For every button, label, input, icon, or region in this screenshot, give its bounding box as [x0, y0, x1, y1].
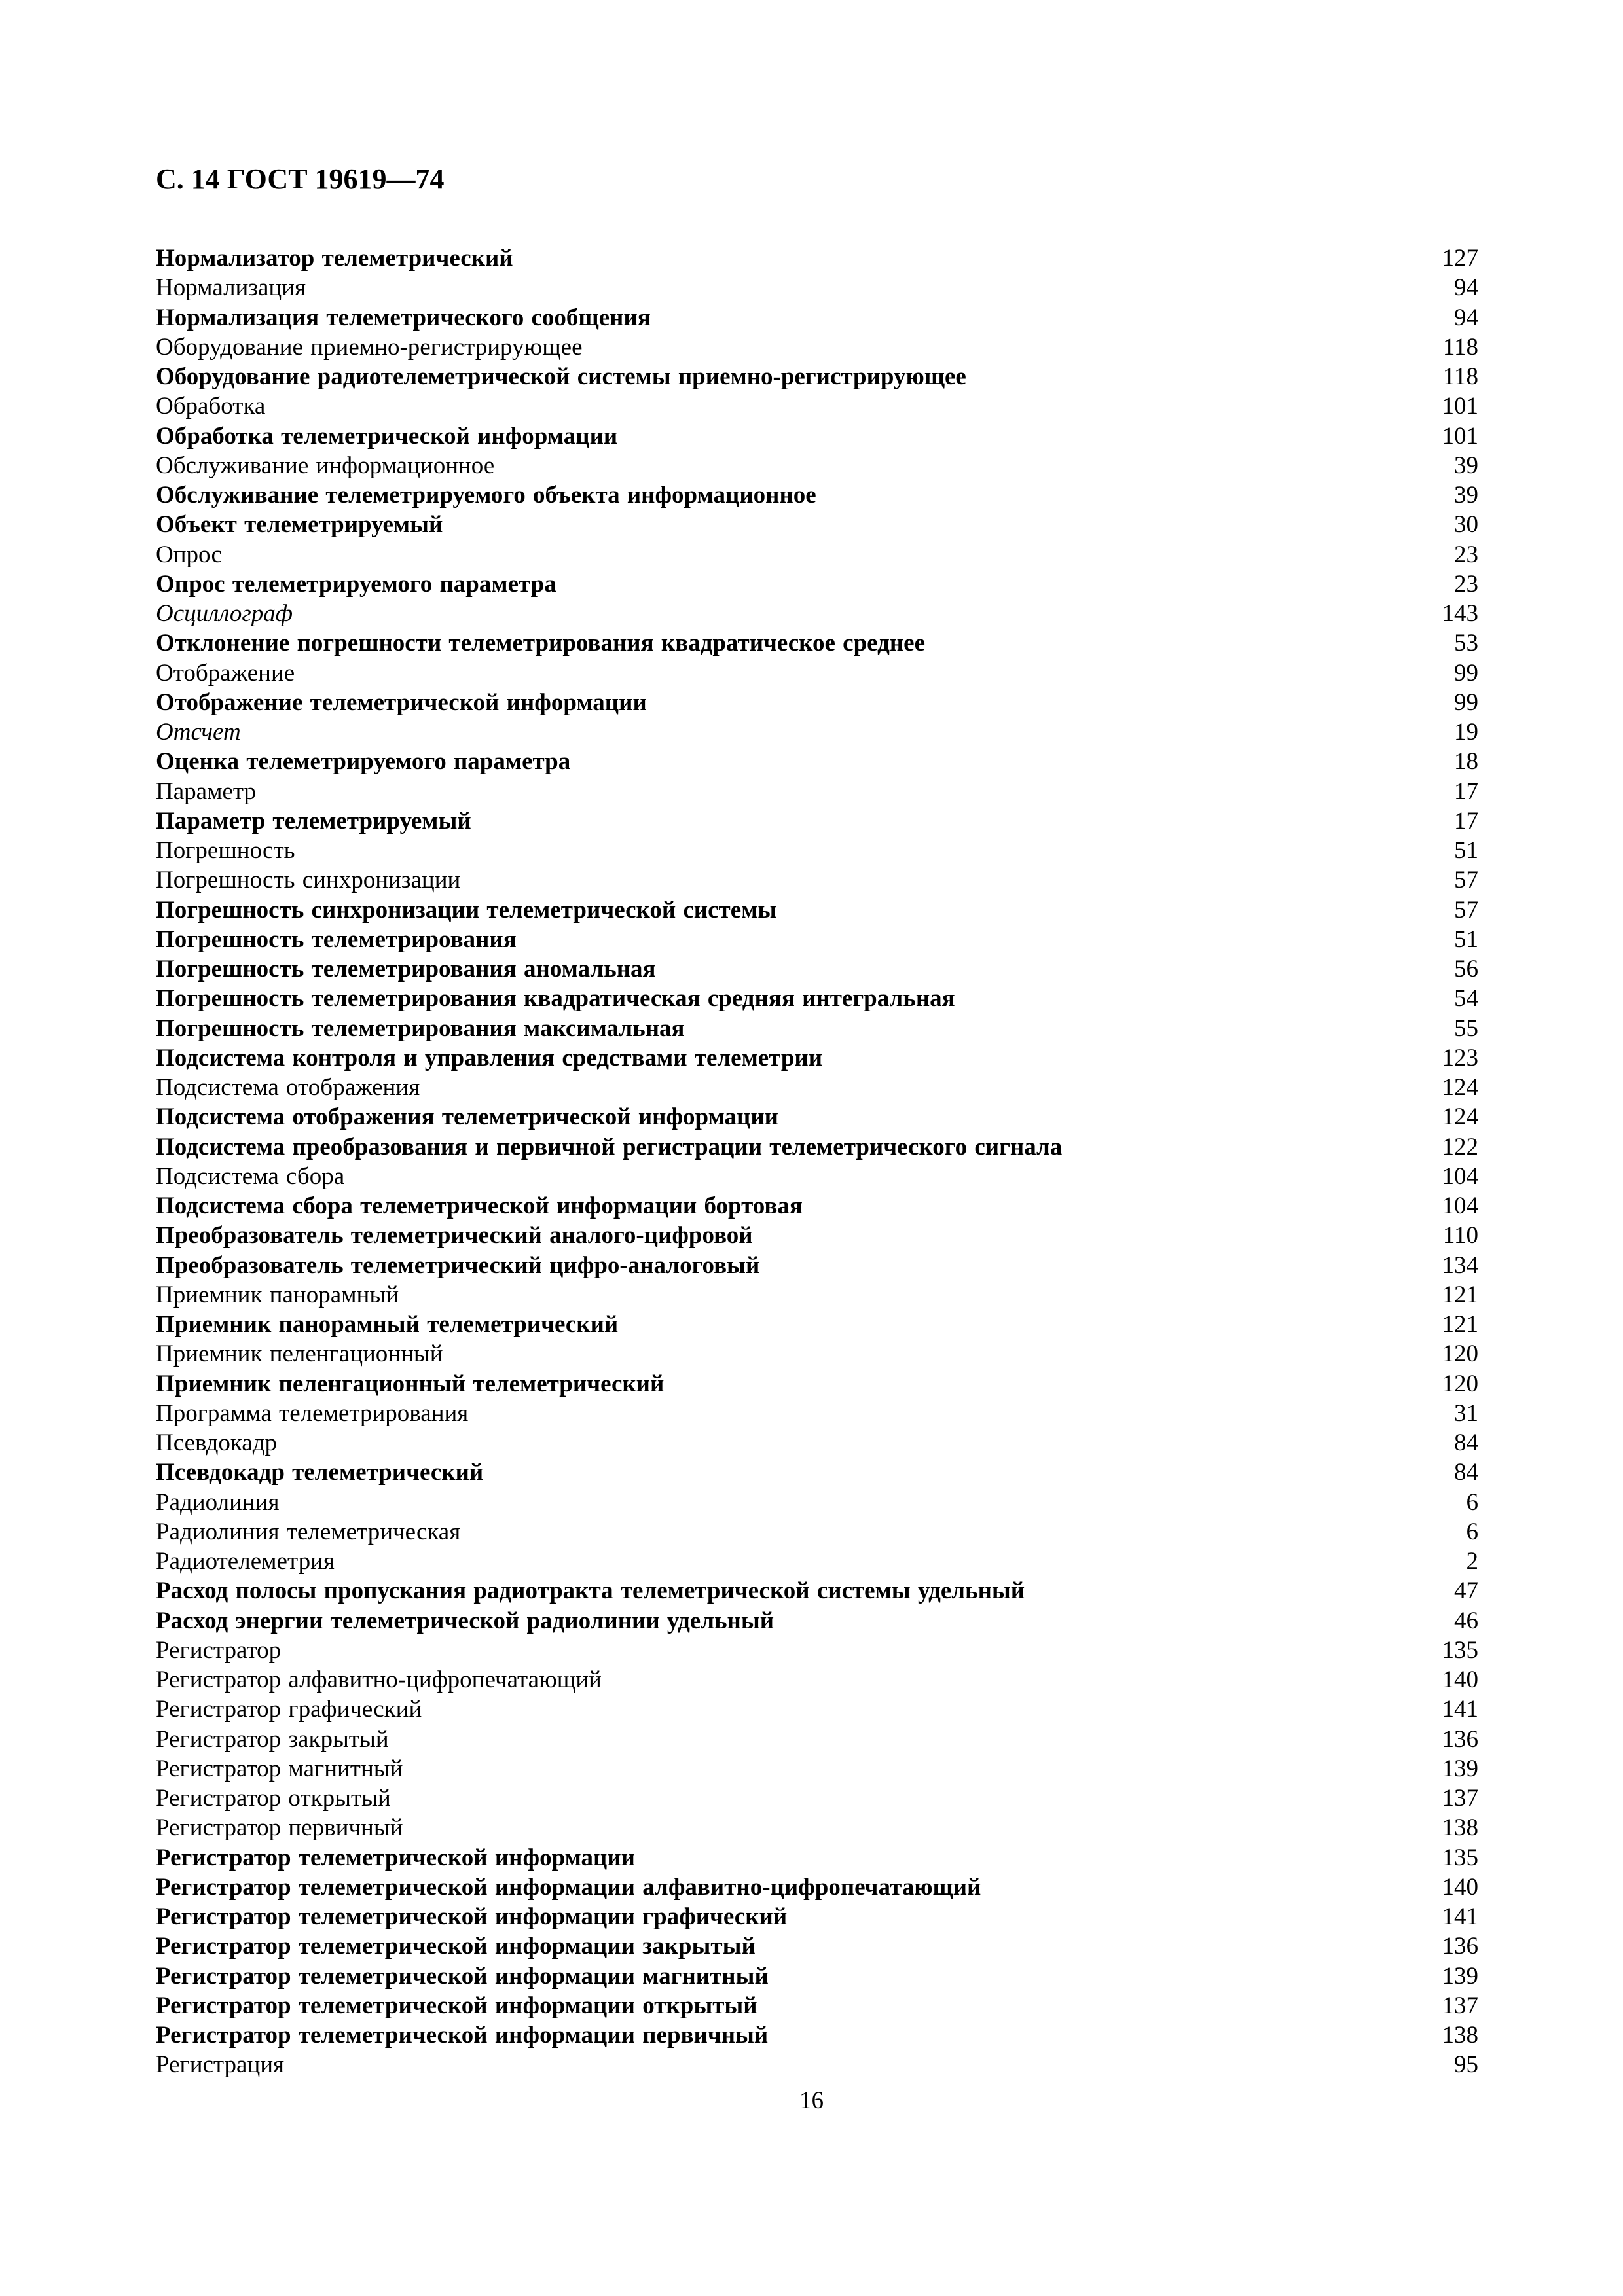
index-term: Параметр: [156, 778, 257, 805]
index-page-ref: 141: [1442, 1903, 1478, 1930]
index-term: Нормализатор телеметрический: [156, 245, 513, 272]
index-term: Преобразователь телеметрический цифро-аналоговый: [156, 1251, 760, 1279]
index-entry: [156, 1991, 1478, 2020]
index-page-ref: 6: [1466, 1488, 1478, 1516]
index-page-ref: 137: [1442, 1785, 1478, 1812]
index-term: Регистратор открытый: [156, 1785, 391, 1812]
index-entry: [156, 422, 1478, 451]
index-page-ref: 136: [1442, 1725, 1478, 1753]
index-entry: [156, 1132, 1478, 1162]
index-entry: [156, 806, 1478, 836]
index-entry: [156, 865, 1478, 895]
index-page-ref: 121: [1442, 1281, 1478, 1308]
index-term: Программа телеметрирования: [156, 1399, 469, 1427]
index-page-ref: 23: [1454, 570, 1478, 598]
index-entry: [156, 1931, 1478, 1961]
index-entry: [156, 1369, 1478, 1399]
index-entry: [156, 1428, 1478, 1458]
index-term: Регистратор телеметрической информации графический: [156, 1903, 788, 1930]
index-page-ref: 99: [1454, 689, 1478, 716]
index-page-ref: 135: [1442, 1844, 1478, 1871]
index-entry: [156, 747, 1478, 776]
index-page-ref: 138: [1442, 2022, 1478, 2049]
index-term: Погрешность телеметрирования максимальная: [156, 1014, 685, 1042]
index-term: Псевдокадр телеметрический: [156, 1459, 484, 1486]
index-term: Подсистема сбора телеметрической информации бортовая: [156, 1193, 803, 1219]
index-entry: [156, 362, 1478, 391]
index-page-ref: 51: [1454, 925, 1478, 953]
index-term: Погрешность: [156, 837, 295, 864]
index-entry: [156, 540, 1478, 569]
index-term: Нормализация: [156, 274, 306, 302]
index-page-ref: 140: [1442, 1666, 1478, 1693]
index-term: Приемник панорамный: [156, 1281, 399, 1308]
index-term: Опрос телеметрируемого параметра: [156, 570, 556, 598]
index-page-ref: 123: [1442, 1044, 1478, 1071]
index-term: Приемник панорамный телеметрический: [156, 1311, 619, 1338]
index-page-ref: 101: [1442, 422, 1478, 450]
index-page-ref: 118: [1442, 333, 1478, 361]
index-page-ref: 17: [1454, 807, 1478, 834]
index-page-ref: 51: [1454, 837, 1478, 864]
index-term: Регистратор телеметрической информации магнитный: [156, 1962, 769, 1990]
index-entry: [156, 1310, 1478, 1339]
index-term: Опрос: [156, 541, 222, 568]
index-term: Обслуживание информационное: [156, 452, 495, 479]
index-term: Подсистема преобразования и первичной регистрации телеметрического сигнала: [156, 1133, 1063, 1160]
index-page-ref: 139: [1442, 1962, 1478, 1990]
index-page-ref: 57: [1454, 896, 1478, 924]
index-page-ref: 136: [1442, 1933, 1478, 1960]
index-entry: [156, 895, 1478, 925]
index-term: Погрешность телеметрирования аномальная: [156, 956, 656, 982]
index-term: Регистратор телеметрической информации открытый: [156, 1992, 757, 2019]
index-term: Подсистема сбора: [156, 1162, 345, 1190]
index-page-ref: 39: [1454, 452, 1478, 479]
index-entry: [156, 1813, 1478, 1842]
index-entry: [156, 1902, 1478, 1931]
index-page-ref: 54: [1454, 985, 1478, 1013]
index-page-ref: 84: [1454, 1429, 1478, 1456]
index-page-ref: 99: [1454, 659, 1478, 687]
index-page-ref: 18: [1454, 748, 1478, 776]
index-entry: [156, 1339, 1478, 1369]
index-page-ref: 19: [1454, 719, 1478, 745]
index-term: Регистратор алфавитно-цифропечатающий: [156, 1666, 602, 1693]
index-term: Оценка телеметрируемого параметра: [156, 748, 571, 776]
index-page-ref: 127: [1442, 245, 1478, 272]
index-page-ref: 2: [1466, 1548, 1478, 1575]
index-page-ref: 95: [1454, 2051, 1478, 2079]
index-page-ref: 122: [1442, 1133, 1478, 1160]
index-page-ref: 101: [1442, 393, 1478, 420]
index-term: Регистратор телеметрической информации: [156, 1844, 635, 1871]
index-page-ref: 120: [1442, 1340, 1478, 1368]
index-entry: [156, 688, 1478, 717]
index-term: Регистратор: [156, 1636, 282, 1664]
index-entry: [156, 2020, 1478, 2050]
index-page-ref: 134: [1442, 1251, 1478, 1279]
index-term: Отклонение погрешности телеметрирования квадратическое среднее: [156, 630, 925, 657]
index-term: Приемник пеленгационный: [156, 1340, 443, 1368]
index-entry: [156, 1191, 1478, 1221]
index-page-ref: 46: [1454, 1607, 1478, 1634]
index-term: Подсистема контроля и управления средствами телеметрии: [156, 1044, 823, 1071]
index-entry: [156, 1162, 1478, 1191]
index-entry: [156, 1102, 1478, 1132]
index-entry: [156, 1251, 1478, 1280]
index-term: Погрешность телеметрирования: [156, 925, 517, 953]
index-page-ref: 84: [1454, 1459, 1478, 1486]
index-page-ref: 110: [1442, 1222, 1478, 1249]
index-page-ref: 104: [1442, 1162, 1478, 1190]
index-entry: [156, 1547, 1478, 1576]
index-page-ref: 56: [1454, 956, 1478, 982]
index-entry: [156, 954, 1478, 984]
index-entry: [156, 717, 1478, 747]
index-entry: [156, 480, 1478, 510]
index-term: Регистратор телеметрической информации закрытый: [156, 1933, 756, 1960]
index-entry: [156, 451, 1478, 480]
index-page-ref: 124: [1442, 1074, 1478, 1101]
index-entry: [156, 1399, 1478, 1428]
index-entry: [156, 1754, 1478, 1784]
index-term: Погрешность телеметрирования квадратическая средняя интегральная: [156, 985, 955, 1013]
index-term: Регистратор графический: [156, 1696, 422, 1723]
index-entry: [156, 925, 1478, 954]
index-entry: [156, 1488, 1478, 1517]
index-term: Регистрация: [156, 2051, 285, 2079]
index-entry: [156, 1576, 1478, 1605]
index-term: Приемник пеленгационный телеметрический: [156, 1370, 665, 1397]
index-term: Отображение телеметрической информации: [156, 689, 647, 716]
index-page-ref: 135: [1442, 1636, 1478, 1664]
index-page-ref: 6: [1466, 1518, 1478, 1545]
term-index: [156, 243, 1478, 2080]
index-entry: [156, 1221, 1478, 1250]
index-page-ref: 94: [1454, 274, 1478, 302]
index-entry: [156, 2050, 1478, 2079]
index-entry: [156, 599, 1478, 628]
index-page-ref: 140: [1442, 1873, 1478, 1901]
index-term: Регистратор телеметрической информации первичный: [156, 2022, 769, 2049]
index-page-ref: 138: [1442, 1814, 1478, 1842]
index-term: Расход полосы пропускания радиотракта телеметрической системы удельный: [156, 1577, 1025, 1605]
index-page-ref: 137: [1442, 1992, 1478, 2019]
index-term: Оборудование радиотелеметрической системы приемно-регистрирующее: [156, 363, 966, 390]
index-term: Подсистема отображения телеметрической информации: [156, 1103, 778, 1131]
index-entry: [156, 777, 1478, 806]
index-entry: [156, 1043, 1478, 1073]
index-term: Преобразователь телеметрический аналого-цифровой: [156, 1222, 753, 1249]
index-term: Отображение: [156, 659, 295, 687]
index-entry: [156, 984, 1478, 1013]
index-term: Расход энергии телеметрической радиолинии удельный: [156, 1607, 775, 1634]
index-entry: [156, 1695, 1478, 1724]
index-page-ref: 17: [1454, 778, 1478, 805]
index-term: Погрешность синхронизации: [156, 867, 461, 894]
index-page-ref: 23: [1454, 541, 1478, 568]
index-entry: [156, 243, 1478, 273]
index-term: Объект телеметрируемый: [156, 511, 443, 539]
index-term: Регистратор магнитный: [156, 1755, 403, 1782]
index-entry: [156, 1665, 1478, 1695]
index-term: Нормализация телеметрического сообщения: [156, 304, 651, 331]
index-page-ref: 39: [1454, 482, 1478, 509]
index-entry: [156, 1843, 1478, 1873]
index-term: Радиотелеметрия: [156, 1548, 335, 1575]
index-term: Погрешность синхронизации телеметрической системы: [156, 896, 777, 924]
index-entry: [156, 332, 1478, 362]
index-page-ref: 53: [1454, 630, 1478, 657]
index-term: Обработка: [156, 393, 266, 420]
index-term: Регистратор закрытый: [156, 1725, 389, 1753]
index-entry: [156, 628, 1478, 658]
index-term: Обработка телеметрической информации: [156, 422, 618, 450]
index-page-ref: 141: [1442, 1696, 1478, 1723]
index-page-ref: 121: [1442, 1311, 1478, 1338]
index-entry: [156, 1636, 1478, 1665]
index-entry: [156, 1606, 1478, 1636]
index-entry: [156, 1873, 1478, 1902]
index-entry: [156, 1784, 1478, 1813]
index-entry: [156, 303, 1478, 332]
index-term: Радиолиния: [156, 1488, 280, 1516]
index-term: Оборудование приемно-регистрирующее: [156, 333, 583, 361]
index-page-ref: 47: [1454, 1577, 1478, 1605]
index-page-ref: 94: [1454, 304, 1478, 331]
page-number: 16: [799, 2087, 824, 2114]
index-entry: [156, 510, 1478, 539]
index-term: Обслуживание телеметрируемого объекта информационное: [156, 482, 816, 509]
index-term: Параметр телеметрируемый: [156, 807, 471, 834]
index-term: Псевдокадр: [156, 1429, 278, 1456]
index-page-ref: 57: [1454, 867, 1478, 894]
index-page-ref: 104: [1442, 1193, 1478, 1219]
index-page-ref: 120: [1442, 1370, 1478, 1397]
index-entry: [156, 1517, 1478, 1547]
index-page-ref: 30: [1454, 511, 1478, 539]
index-page-ref: 139: [1442, 1755, 1478, 1782]
index-term: Подсистема отображения: [156, 1074, 420, 1101]
index-page-ref: 31: [1454, 1399, 1478, 1427]
index-page-ref: 124: [1442, 1103, 1478, 1131]
index-entry: [156, 273, 1478, 302]
index-term: Отсчет: [156, 719, 241, 745]
index-entry: [156, 1725, 1478, 1754]
index-entry: [156, 1280, 1478, 1310]
index-term: Регистратор телеметрической информации алфавитно-цифропечатающий: [156, 1873, 981, 1901]
index-entry: [156, 1073, 1478, 1102]
index-entry: [156, 836, 1478, 865]
index-entry: [156, 391, 1478, 421]
index-entry: [156, 569, 1478, 599]
page-header: С. 14 ГОСТ 19619—74: [156, 163, 445, 195]
index-page-ref: 118: [1442, 363, 1478, 390]
index-page-ref: 143: [1442, 600, 1478, 627]
index-term: Осциллограф: [156, 600, 293, 627]
index-entry: [156, 1962, 1478, 1991]
index-page-ref: 55: [1454, 1014, 1478, 1042]
index-term: Радиолиния телеметрическая: [156, 1518, 461, 1545]
index-term: Регистратор первичный: [156, 1814, 403, 1842]
index-entry: [156, 1458, 1478, 1487]
index-entry: [156, 658, 1478, 688]
index-entry: [156, 1014, 1478, 1043]
